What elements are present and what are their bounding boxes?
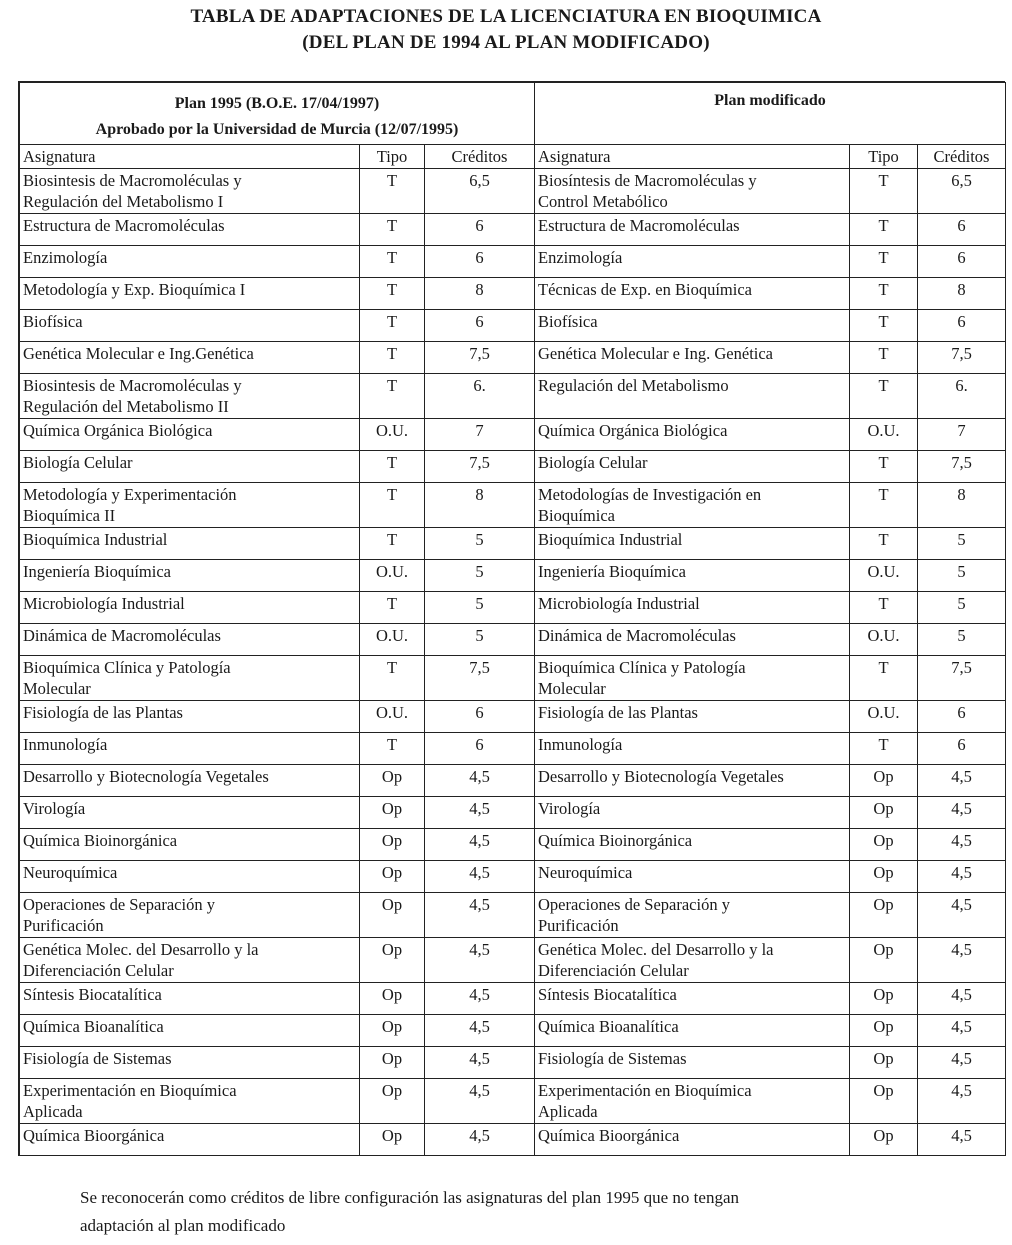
old-tipo-cell: T (360, 656, 425, 701)
old-asignatura-cell: Bioquímica Clínica y Patología Molecular (20, 656, 360, 701)
new-creditos-cell: 4,5 (918, 861, 1006, 893)
old-asignatura-cell: Microbiología Industrial (20, 592, 360, 624)
old-creditos-cell: 5 (425, 624, 535, 656)
new-tipo-cell: T (850, 528, 918, 560)
new-asignatura-cell: Biofísica (535, 310, 850, 342)
new-asignatura-cell: Enzimología (535, 246, 850, 278)
new-tipo-cell: T (850, 656, 918, 701)
new-creditos-cell: 6 (918, 701, 1006, 733)
old-asignatura-cell: Química Bioinorgánica (20, 829, 360, 861)
new-creditos-cell: 4,5 (918, 1015, 1006, 1047)
table-row (20, 246, 1006, 278)
old-asignatura-cell: Inmunología (20, 733, 360, 765)
new-tipo-cell: O.U. (850, 419, 918, 451)
document-title-line1: TABLA DE ADAPTACIONES DE LA LICENCIATURA EN BIOQUIMICA (190, 6, 822, 27)
new-creditos-cell: 4,5 (918, 829, 1006, 861)
new-tipo-cell: T (850, 374, 918, 419)
old-creditos-cell: 6 (425, 246, 535, 278)
new-asignatura-cell: Dinámica de Macromoléculas (535, 624, 850, 656)
new-creditos-cell: 4,5 (918, 1047, 1006, 1079)
table-row (20, 310, 1006, 342)
old-creditos-cell: 7,5 (425, 342, 535, 374)
old-asignatura-cell: Estructura de Macromoléculas (20, 214, 360, 246)
old-asignatura-cell: Química Orgánica Biológica (20, 419, 360, 451)
new-asignatura-cell: Desarrollo y Biotecnología Vegetales (535, 765, 850, 797)
new-tipo-cell: T (850, 483, 918, 528)
old-asignatura-cell: Metodología y Exp. Bioquímica I (20, 278, 360, 310)
new-asignatura-cell: Estructura de Macromoléculas (535, 214, 850, 246)
new-creditos-cell: 4,5 (918, 765, 1006, 797)
old-creditos-header: Créditos (425, 145, 535, 169)
new-tipo-cell: Op (850, 893, 918, 938)
old-creditos-cell: 4,5 (425, 1079, 535, 1124)
table-row (20, 701, 1006, 733)
new-creditos-cell: 8 (918, 483, 1006, 528)
old-tipo-cell: O.U. (360, 701, 425, 733)
new-tipo-cell: T (850, 278, 918, 310)
old-asignatura-cell: Genética Molecular e Ing.Genética (20, 342, 360, 374)
new-creditos-header: Créditos (918, 145, 1006, 169)
table-row (20, 656, 1006, 701)
new-creditos-cell: 5 (918, 624, 1006, 656)
new-creditos-cell: 8 (918, 278, 1006, 310)
old-asignatura-cell: Virología (20, 797, 360, 829)
table-row (20, 893, 1006, 938)
new-asignatura-cell: Genética Molec. del Desarrollo y la Diferenciación Celular (535, 938, 850, 983)
old-creditos-cell: 4,5 (425, 861, 535, 893)
table-row (20, 765, 1006, 797)
new-asignatura-cell: Técnicas de Exp. en Bioquímica (535, 278, 850, 310)
new-tipo-cell: T (850, 246, 918, 278)
table-row (20, 1124, 1006, 1156)
table-row (20, 342, 1006, 374)
table-row (20, 938, 1006, 983)
new-asignatura-cell: Regulación del Metabolismo (535, 374, 850, 419)
new-tipo-cell: T (850, 451, 918, 483)
new-tipo-cell: T (850, 169, 918, 214)
new-plan-header: Plan modificado (535, 83, 1006, 145)
table-row (20, 797, 1006, 829)
old-asignatura-header: Asignatura (20, 145, 360, 169)
new-asignatura-cell: Biología Celular (535, 451, 850, 483)
old-tipo-cell: Op (360, 1124, 425, 1156)
old-tipo-cell: O.U. (360, 624, 425, 656)
new-creditos-cell: 6 (918, 214, 1006, 246)
new-asignatura-cell: Síntesis Biocatalítica (535, 983, 850, 1015)
old-tipo-cell: T (360, 214, 425, 246)
old-tipo-cell: T (360, 246, 425, 278)
new-tipo-cell: T (850, 342, 918, 374)
new-creditos-cell: 4,5 (918, 938, 1006, 983)
new-tipo-cell: Op (850, 983, 918, 1015)
adaptation-table (19, 82, 1006, 1156)
old-creditos-cell: 6. (425, 374, 535, 419)
old-tipo-cell: Op (360, 938, 425, 983)
new-asignatura-cell: Bioquímica Industrial (535, 528, 850, 560)
old-creditos-cell: 4,5 (425, 829, 535, 861)
new-asignatura-cell: Microbiología Industrial (535, 592, 850, 624)
table-row (20, 419, 1006, 451)
new-asignatura-cell: Inmunología (535, 733, 850, 765)
new-creditos-cell: 7,5 (918, 342, 1006, 374)
new-creditos-cell: 4,5 (918, 797, 1006, 829)
new-creditos-cell: 6 (918, 246, 1006, 278)
new-tipo-cell: Op (850, 1124, 918, 1156)
new-creditos-cell: 4,5 (918, 1124, 1006, 1156)
old-tipo-cell: T (360, 374, 425, 419)
old-creditos-cell: 7 (425, 419, 535, 451)
old-tipo-cell: O.U. (360, 419, 425, 451)
old-asignatura-cell: Metodología y Experimentación Bioquímica II (20, 483, 360, 528)
old-asignatura-cell: Desarrollo y Biotecnología Vegetales (20, 765, 360, 797)
table-row (20, 624, 1006, 656)
old-asignatura-cell: Neuroquímica (20, 861, 360, 893)
old-creditos-cell: 4,5 (425, 983, 535, 1015)
old-tipo-cell: T (360, 592, 425, 624)
old-plan-approval: Aprobado por la Universidad de Murcia (12/07/1995) (95, 121, 459, 138)
old-tipo-header: Tipo (360, 145, 425, 169)
old-asignatura-cell: Dinámica de Macromoléculas (20, 624, 360, 656)
old-tipo-cell: Op (360, 1079, 425, 1124)
old-plan-header (20, 83, 535, 145)
old-creditos-cell: 5 (425, 560, 535, 592)
old-asignatura-cell: Operaciones de Separación y Purificación (20, 893, 360, 938)
new-tipo-cell: O.U. (850, 624, 918, 656)
footnote (80, 1184, 980, 1240)
new-creditos-cell: 4,5 (918, 1079, 1006, 1124)
old-tipo-cell: Op (360, 797, 425, 829)
table-row (20, 374, 1006, 419)
table-row (20, 1015, 1006, 1047)
new-tipo-cell: Op (850, 1079, 918, 1124)
new-tipo-cell: Op (850, 797, 918, 829)
table-row (20, 528, 1006, 560)
old-creditos-cell: 4,5 (425, 893, 535, 938)
old-asignatura-cell: Experimentación en Bioquímica Aplicada (20, 1079, 360, 1124)
old-tipo-cell: Op (360, 861, 425, 893)
plan-header-row (20, 83, 1006, 145)
new-creditos-cell: 6 (918, 310, 1006, 342)
new-asignatura-cell: Bioquímica Clínica y Patología Molecular (535, 656, 850, 701)
table-row (20, 829, 1006, 861)
old-asignatura-cell: Genética Molec. del Desarrollo y la Diferenciación Celular (20, 938, 360, 983)
new-asignatura-cell: Química Bioanalítica (535, 1015, 850, 1047)
old-tipo-cell: O.U. (360, 560, 425, 592)
new-asignatura-header: Asignatura (535, 145, 850, 169)
table-row (20, 483, 1006, 528)
table-row (20, 214, 1006, 246)
old-asignatura-cell: Biosintesis de Macromoléculas y Regulación del Metabolismo I (20, 169, 360, 214)
old-creditos-cell: 5 (425, 592, 535, 624)
old-creditos-cell: 4,5 (425, 1124, 535, 1156)
new-asignatura-cell: Química Orgánica Biológica (535, 419, 850, 451)
new-creditos-cell: 5 (918, 592, 1006, 624)
document-title-line2: (DEL PLAN DE 1994 AL PLAN MODIFICADO) (302, 32, 710, 53)
new-creditos-cell: 7,5 (918, 451, 1006, 483)
old-creditos-cell: 6 (425, 733, 535, 765)
new-creditos-cell: 7 (918, 419, 1006, 451)
old-tipo-cell: T (360, 528, 425, 560)
column-header-row (20, 145, 1006, 169)
footnote-line2: adaptación al plan modificado (80, 1216, 286, 1235)
new-asignatura-cell: Química Bioorgánica (535, 1124, 850, 1156)
old-asignatura-cell: Síntesis Biocatalítica (20, 983, 360, 1015)
old-creditos-cell: 8 (425, 483, 535, 528)
table-row (20, 861, 1006, 893)
old-creditos-cell: 6 (425, 310, 535, 342)
old-tipo-cell: Op (360, 1015, 425, 1047)
old-creditos-cell: 4,5 (425, 797, 535, 829)
old-asignatura-cell: Química Bioanalítica (20, 1015, 360, 1047)
table-row (20, 733, 1006, 765)
old-asignatura-cell: Biosintesis de Macromoléculas y Regulación del Metabolismo II (20, 374, 360, 419)
old-tipo-cell: Op (360, 765, 425, 797)
new-creditos-cell: 4,5 (918, 983, 1006, 1015)
table-row (20, 1047, 1006, 1079)
new-creditos-cell: 6 (918, 733, 1006, 765)
table-row (20, 983, 1006, 1015)
footnote-line1: Se reconocerán como créditos de libre configuración las asignaturas del plan 1995 que no tengan (80, 1188, 739, 1207)
new-asignatura-cell: Neuroquímica (535, 861, 850, 893)
old-tipo-cell: T (360, 342, 425, 374)
new-creditos-cell: 5 (918, 528, 1006, 560)
old-asignatura-cell: Química Bioorgánica (20, 1124, 360, 1156)
old-asignatura-cell: Bioquímica Industrial (20, 528, 360, 560)
old-creditos-cell: 6 (425, 701, 535, 733)
table-row (20, 560, 1006, 592)
new-asignatura-cell: Biosíntesis de Macromoléculas y Control Metabólico (535, 169, 850, 214)
new-tipo-cell: T (850, 310, 918, 342)
new-asignatura-cell: Fisiología de las Plantas (535, 701, 850, 733)
old-asignatura-cell: Enzimología (20, 246, 360, 278)
old-tipo-cell: T (360, 483, 425, 528)
new-tipo-cell: T (850, 214, 918, 246)
old-creditos-cell: 4,5 (425, 938, 535, 983)
old-asignatura-cell: Biología Celular (20, 451, 360, 483)
old-creditos-cell: 8 (425, 278, 535, 310)
new-tipo-cell: T (850, 733, 918, 765)
old-creditos-cell: 7,5 (425, 451, 535, 483)
table-row (20, 592, 1006, 624)
old-tipo-cell: T (360, 451, 425, 483)
new-asignatura-cell: Experimentación en Bioquímica Aplicada (535, 1079, 850, 1124)
new-asignatura-cell: Ingeniería Bioquímica (535, 560, 850, 592)
new-asignatura-cell: Operaciones de Separación y Purificación (535, 893, 850, 938)
new-tipo-cell: T (850, 592, 918, 624)
table-row (20, 169, 1006, 214)
table-row (20, 278, 1006, 310)
new-asignatura-cell: Química Bioinorgánica (535, 829, 850, 861)
old-tipo-cell: Op (360, 893, 425, 938)
new-asignatura-cell: Virología (535, 797, 850, 829)
adaptation-table-container (18, 81, 1005, 1156)
new-tipo-cell: Op (850, 938, 918, 983)
new-tipo-cell: Op (850, 1047, 918, 1079)
old-creditos-cell: 4,5 (425, 1015, 535, 1047)
old-creditos-cell: 4,5 (425, 1047, 535, 1079)
new-tipo-cell: O.U. (850, 560, 918, 592)
new-asignatura-cell: Fisiología de Sistemas (535, 1047, 850, 1079)
old-tipo-cell: T (360, 733, 425, 765)
new-tipo-header: Tipo (850, 145, 918, 169)
table-row (20, 451, 1006, 483)
old-plan-title: Plan 1995 (B.O.E. 17/04/1997) (174, 95, 380, 112)
new-creditos-cell: 6,5 (918, 169, 1006, 214)
new-asignatura-cell: Genética Molecular e Ing. Genética (535, 342, 850, 374)
new-tipo-cell: Op (850, 765, 918, 797)
old-tipo-cell: Op (360, 829, 425, 861)
old-creditos-cell: 4,5 (425, 765, 535, 797)
old-creditos-cell: 6,5 (425, 169, 535, 214)
new-asignatura-cell: Metodologías de Investigación en Bioquímica (535, 483, 850, 528)
new-tipo-cell: Op (850, 829, 918, 861)
old-asignatura-cell: Fisiología de las Plantas (20, 701, 360, 733)
new-creditos-cell: 4,5 (918, 893, 1006, 938)
new-tipo-cell: Op (850, 861, 918, 893)
old-tipo-cell: Op (360, 1047, 425, 1079)
new-tipo-cell: Op (850, 1015, 918, 1047)
old-tipo-cell: T (360, 310, 425, 342)
old-asignatura-cell: Fisiología de Sistemas (20, 1047, 360, 1079)
new-creditos-cell: 7,5 (918, 656, 1006, 701)
old-tipo-cell: T (360, 169, 425, 214)
old-tipo-cell: Op (360, 983, 425, 1015)
new-tipo-cell: O.U. (850, 701, 918, 733)
old-tipo-cell: T (360, 278, 425, 310)
new-creditos-cell: 5 (918, 560, 1006, 592)
old-creditos-cell: 7,5 (425, 656, 535, 701)
new-creditos-cell: 6. (918, 374, 1006, 419)
table-row (20, 1079, 1006, 1124)
old-creditos-cell: 5 (425, 528, 535, 560)
old-asignatura-cell: Ingeniería Bioquímica (20, 560, 360, 592)
old-creditos-cell: 6 (425, 214, 535, 246)
old-asignatura-cell: Biofísica (20, 310, 360, 342)
